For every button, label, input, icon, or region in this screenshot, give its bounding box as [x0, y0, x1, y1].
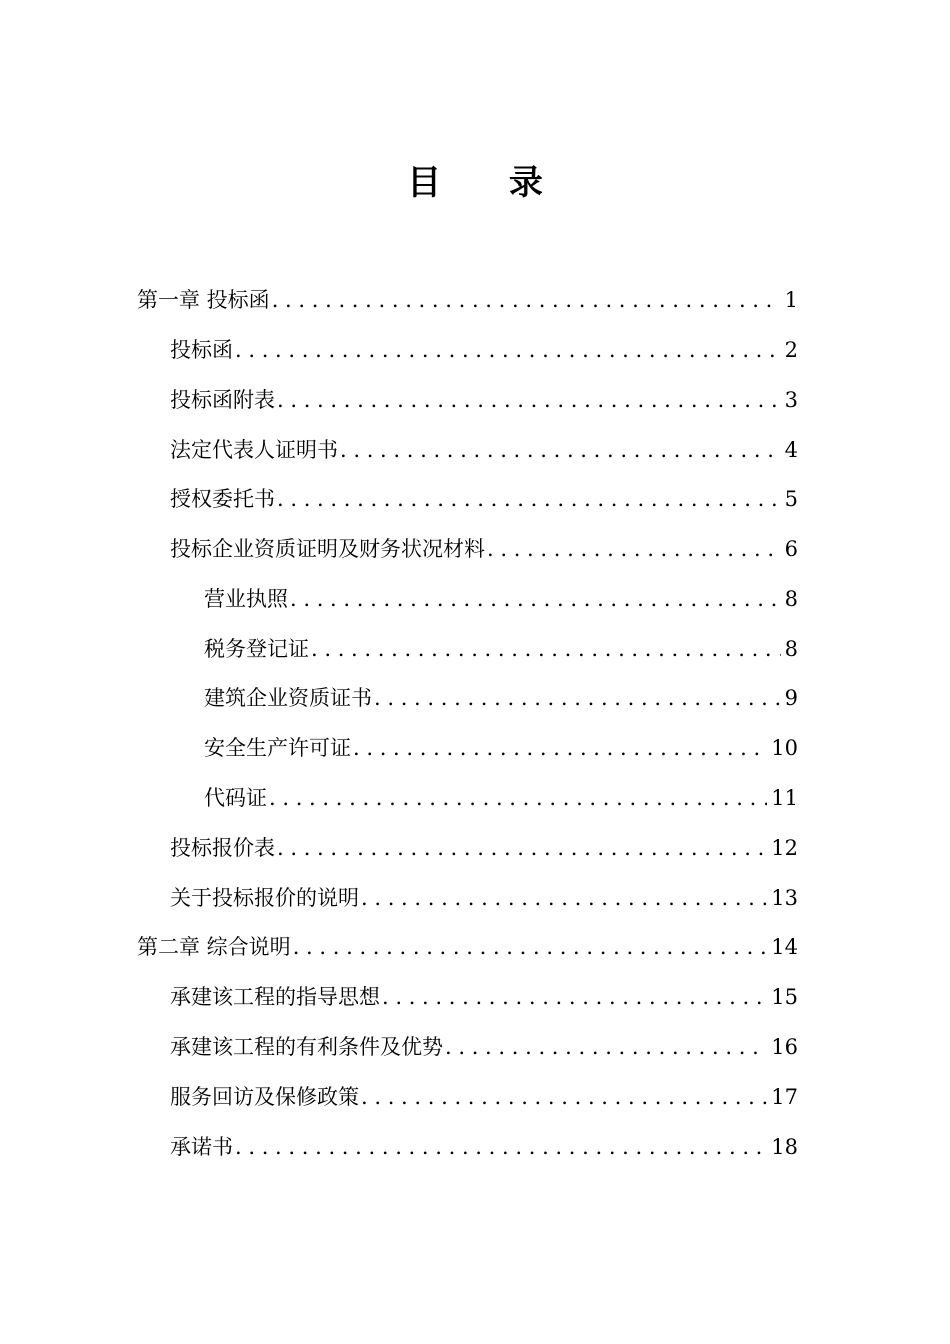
toc-page-number: 9 — [784, 686, 798, 710]
toc-entry-title: 投标函附表 — [170, 388, 275, 412]
toc-page-number: 10 — [771, 736, 798, 760]
toc-entry[interactable] — [170, 1077, 798, 1117]
toc-entry[interactable] — [170, 479, 798, 519]
page-title: 目 录 — [407, 163, 571, 203]
toc-entry-title: 关于投标报价的说明 — [170, 886, 359, 910]
toc-entry-title: 投标企业资质证明及财务状况材料 — [170, 537, 485, 561]
toc-entry-title: 安全生产许可证 — [204, 736, 351, 760]
toc-entry[interactable] — [170, 330, 798, 370]
toc-page-number: 14 — [771, 935, 798, 959]
toc-entry[interactable] — [137, 280, 798, 320]
toc-page-number: 11 — [771, 786, 798, 810]
toc-page-number: 5 — [784, 487, 798, 511]
toc-entry-title: 承建该工程的有利条件及优势 — [170, 1035, 443, 1059]
toc-page-number: 1 — [784, 288, 798, 312]
toc-entry-title: 投标函 — [170, 338, 233, 362]
toc-page-number: 16 — [771, 1035, 798, 1059]
toc-entry-title: 授权委托书 — [170, 487, 275, 511]
toc-entry-title: 营业执照 — [204, 587, 288, 611]
toc-entry-title: 服务回访及保修政策 — [170, 1085, 359, 1109]
toc-entry[interactable] — [204, 629, 798, 669]
toc-entry-title: 第二章 综合说明 — [137, 935, 291, 959]
toc-dot-leader — [235, 1127, 767, 1167]
toc-dot-leader — [277, 828, 767, 868]
toc-entry-title: 代码证 — [204, 786, 267, 810]
toc-entry[interactable] — [170, 1027, 798, 1067]
toc-entry[interactable] — [170, 380, 798, 420]
toc-entry-title: 承诺书 — [170, 1135, 233, 1159]
toc-entry-title: 第一章 投标函 — [137, 288, 270, 312]
toc-dot-leader — [361, 878, 767, 918]
toc-entry[interactable] — [170, 878, 798, 918]
toc-page-number: 4 — [784, 438, 798, 462]
toc-dot-leader — [277, 380, 781, 420]
toc-entry[interactable] — [204, 728, 798, 768]
toc-entry[interactable] — [204, 579, 798, 619]
toc-dot-leader — [382, 977, 767, 1017]
toc-page-number: 3 — [784, 388, 798, 412]
toc-dot-leader — [235, 330, 781, 370]
toc-dot-leader — [269, 778, 767, 818]
toc-entry[interactable] — [137, 927, 798, 967]
toc-entry-title: 建筑企业资质证书 — [204, 686, 372, 710]
toc-dot-leader — [290, 579, 781, 619]
toc-page-number: 8 — [784, 637, 798, 661]
toc-page-number: 8 — [784, 587, 798, 611]
toc-page-number: 12 — [771, 836, 798, 860]
toc-dot-leader — [374, 678, 781, 718]
toc-entry[interactable] — [204, 678, 798, 718]
toc-entry[interactable] — [170, 430, 798, 470]
toc-entry[interactable] — [170, 1127, 798, 1167]
toc-page-number: 18 — [771, 1135, 798, 1159]
toc-entry-title: 承建该工程的指导思想 — [170, 985, 380, 1009]
toc-entry[interactable] — [170, 529, 798, 569]
toc-dot-leader — [445, 1027, 767, 1067]
toc-page-number: 2 — [784, 338, 798, 362]
toc-dot-leader — [293, 927, 768, 967]
toc-entry[interactable] — [170, 828, 798, 868]
toc-entry-title: 税务登记证 — [204, 637, 309, 661]
toc-page-number: 6 — [784, 537, 798, 561]
toc-dot-leader — [277, 479, 781, 519]
toc-dot-leader — [487, 529, 781, 569]
toc-dot-leader — [353, 728, 767, 768]
toc-dot-leader — [311, 629, 781, 669]
toc-dot-leader — [361, 1077, 767, 1117]
toc-entry[interactable] — [204, 778, 798, 818]
toc-entry[interactable] — [170, 977, 798, 1017]
toc-entry-title: 投标报价表 — [170, 836, 275, 860]
toc-page-number: 17 — [771, 1085, 798, 1109]
toc-page-number: 15 — [771, 985, 798, 1009]
toc-entry-title: 法定代表人证明书 — [170, 438, 338, 462]
toc-dot-leader — [340, 430, 781, 470]
toc-dot-leader — [272, 280, 781, 320]
toc-page-number: 13 — [771, 886, 798, 910]
